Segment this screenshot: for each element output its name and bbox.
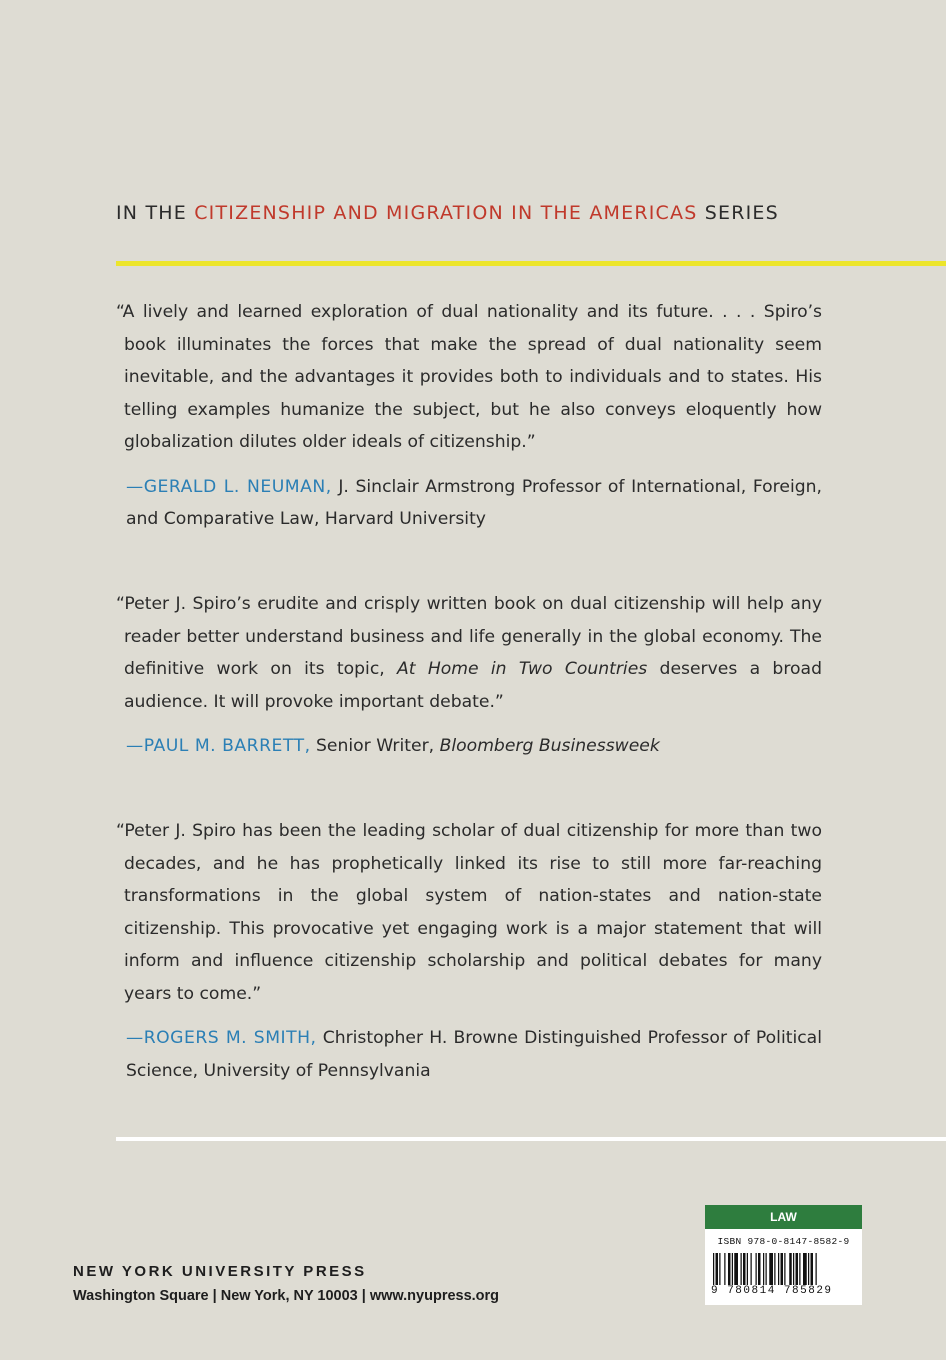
barcode-bar [743,1253,746,1285]
barcode-bar [799,1253,800,1285]
blurb-text-part: deserves a broad audience. It will provoke important debate.” [124,659,822,712]
blurb-author-title: Senior Writer, [316,736,435,756]
blurb-text: “Peter J. Spiro has been the leading scholar of dual citizenship for more than two decades, and he has prophetically linked its rise to still more far-reaching transformations in the global system of nation-states and nation-state citizenship. This provocative yet engaging work is a major statement that will inform and influence citizenship scholarship and political debates for many years to come.” [116,821,822,1004]
barcode-bar [724,1253,725,1285]
barcode-bar [808,1253,809,1285]
barcode-bar [778,1253,779,1285]
barcode-bar [769,1253,773,1285]
category-label: LAW [705,1205,862,1229]
barcode-bar [774,1253,775,1285]
blurb-text [116,588,822,718]
blurb-author: —ROGERS M. SMITH, [126,1028,317,1048]
blurb-neuman [116,296,822,536]
blurb-smith [116,815,822,1087]
isbn-text: ISBN 978-0-8147-8582-9 [717,1236,850,1247]
barcode-bar [734,1253,738,1285]
barcode-bars [713,1253,855,1285]
barcode-bar [793,1253,794,1285]
publisher-address: Washington Square | New York, NY 10003 | www.nyupress.org [73,1288,500,1304]
barcode-bar [803,1253,807,1285]
series-name: CITIZENSHIP AND MIGRATION IN THE AMERICAS [194,202,698,224]
barcode-bar [713,1253,714,1285]
barcode-bar [763,1253,764,1285]
barcode-bar [732,1253,733,1285]
barcode-bar [766,1253,767,1285]
publisher-name: NEW YORK UNIVERSITY PRESS [73,1263,367,1280]
blurb-author-title: J. Sinclair Armstrong Professor of International, Foreign, and Comparative Law, Harvard University [126,476,822,529]
barcode-bar [716,1253,719,1285]
barcode-bar [816,1253,817,1285]
blurb-attribution [126,1022,822,1087]
blurb-author-publication: Bloomberg Businessweek [439,736,660,756]
series-prefix: IN THE [116,202,187,224]
barcode-bar [796,1253,799,1285]
barcode-bar [747,1253,748,1285]
series-line [116,202,779,224]
barcode-digits: 9 780814 785829 [711,1285,859,1297]
blurb-attribution [126,471,822,536]
yellow-divider [116,261,946,266]
blurb-barrett [116,588,822,763]
blurb-author-title: Christopher H. Browne Distinguished Professor of Political Science, University of Pennsylvania [126,1028,822,1081]
white-divider [116,1137,946,1141]
barcode-bar [728,1253,731,1285]
barcode-bar [741,1253,742,1285]
series-suffix: SERIES [704,202,779,224]
barcode-bar [719,1253,720,1285]
barcode-panel [705,1205,862,1305]
barcode-bar [789,1253,792,1285]
blurb-text: “A lively and learned exploration of dual nationality and its future. . . . Spiro’s book illuminates the forces that make the spread of dual nationality seem inevitable, and the advantages it provides both to individuals and to states. His telling examples humanize the subject, but he also conveys eloquently how globalization dilutes older ideals of citizenship.” [116,302,822,452]
blurb-text-part: “Peter J. Spiro’s erudite and crisply written book on dual citizenship will help any reader better understand business and life generally in the global economy. The definitive work on its topic, [116,594,822,679]
barcode-bar [781,1253,784,1285]
barcode-bar [784,1253,785,1285]
barcode-bar [751,1253,752,1285]
barcode-bar [756,1253,757,1285]
barcode-bar [811,1253,814,1285]
blurb-author: —GERALD L. NEUMAN, [126,476,332,497]
book-title: At Home in Two Countries [397,659,648,679]
barcode-bar [758,1253,761,1285]
blurb-attribution [126,730,822,763]
blurb-author: —PAUL M. BARRETT, [126,736,311,756]
